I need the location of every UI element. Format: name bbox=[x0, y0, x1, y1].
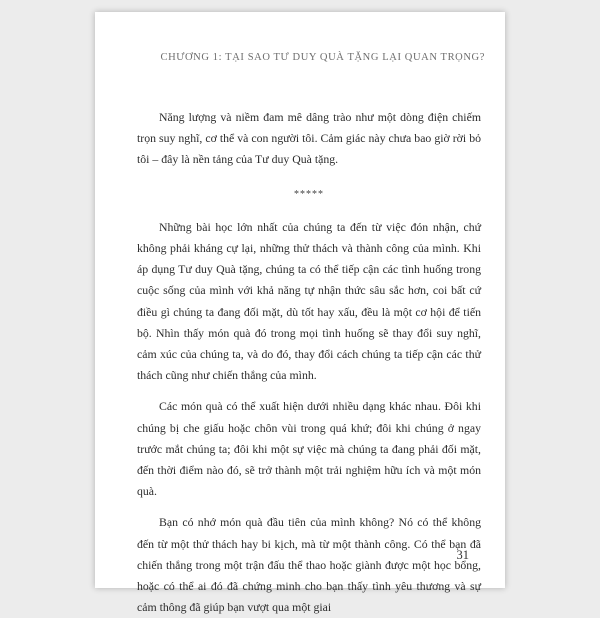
paragraph: Bạn có nhớ món quà đầu tiên của mình không? Nó có thể không đến từ một thử thách hay bi kịch, mà từ một thành công. Có thể bạn đã chiến thắng trong một trận đấu thể thao hoặc giành được một học bổng, hoặc có thể ai đó đã chứng minh cho bạn thấy tình yêu thương và sự cảm thông đã giúp bạn vượt qua một giai bbox=[137, 515, 481, 615]
running-head: CHƯƠNG 1: TẠI SAO TƯ DUY QUÀ TẶNG LẠI QUAN TRỌNG? bbox=[160, 52, 485, 63]
section-separator: ***** bbox=[294, 188, 324, 200]
page-number: 31 bbox=[456, 548, 469, 562]
paragraph: Năng lượng và niềm đam mê dâng trào như một dòng điện chiếm trọn suy nghĩ, cơ thể và con người tôi. Cảm giác này chưa bao giờ rời bỏ tôi – đây là nền tảng của Tư duy Quà tặng. bbox=[137, 110, 481, 167]
book-page bbox=[95, 12, 505, 615]
paragraph: Các món quà có thể xuất hiện dưới nhiều dạng khác nhau. Đôi khi chúng bị che giấu hoặc chôn vùi trong quá khứ; đôi khi chúng ở ngay trước mắt chúng ta; đôi khi một sự việc mà chúng ta đang phải đối mặt, đến thời điểm nào đó, sẽ trở thành một trải nghiệm hữu ích và một món quà. bbox=[137, 399, 481, 499]
paragraph: Những bài học lớn nhất của chúng ta đến từ việc đón nhận, chứ không phải kháng cự lại, những thử thách và thành công của mình. Khi áp dụng Tư duy Quà tặng, chúng ta có thể tiếp cận các tình huống trong cuộc sống của mình với khả năng tự nhận thức sâu sắc hơn, coi bất cứ điều gì chúng ta đang đối mặt, dù tốt hay xấu, đều là một cơ hội để tiến bộ. Nhìn thấy món quà đó trong mọi tình huống sẽ thay đổi suy nghĩ, cảm xúc của chúng ta, và do đó, thay đổi cách chúng ta tiếp cận các thử thách cũng như chiến thắng của mình. bbox=[137, 219, 481, 383]
page-body bbox=[137, 107, 481, 618]
